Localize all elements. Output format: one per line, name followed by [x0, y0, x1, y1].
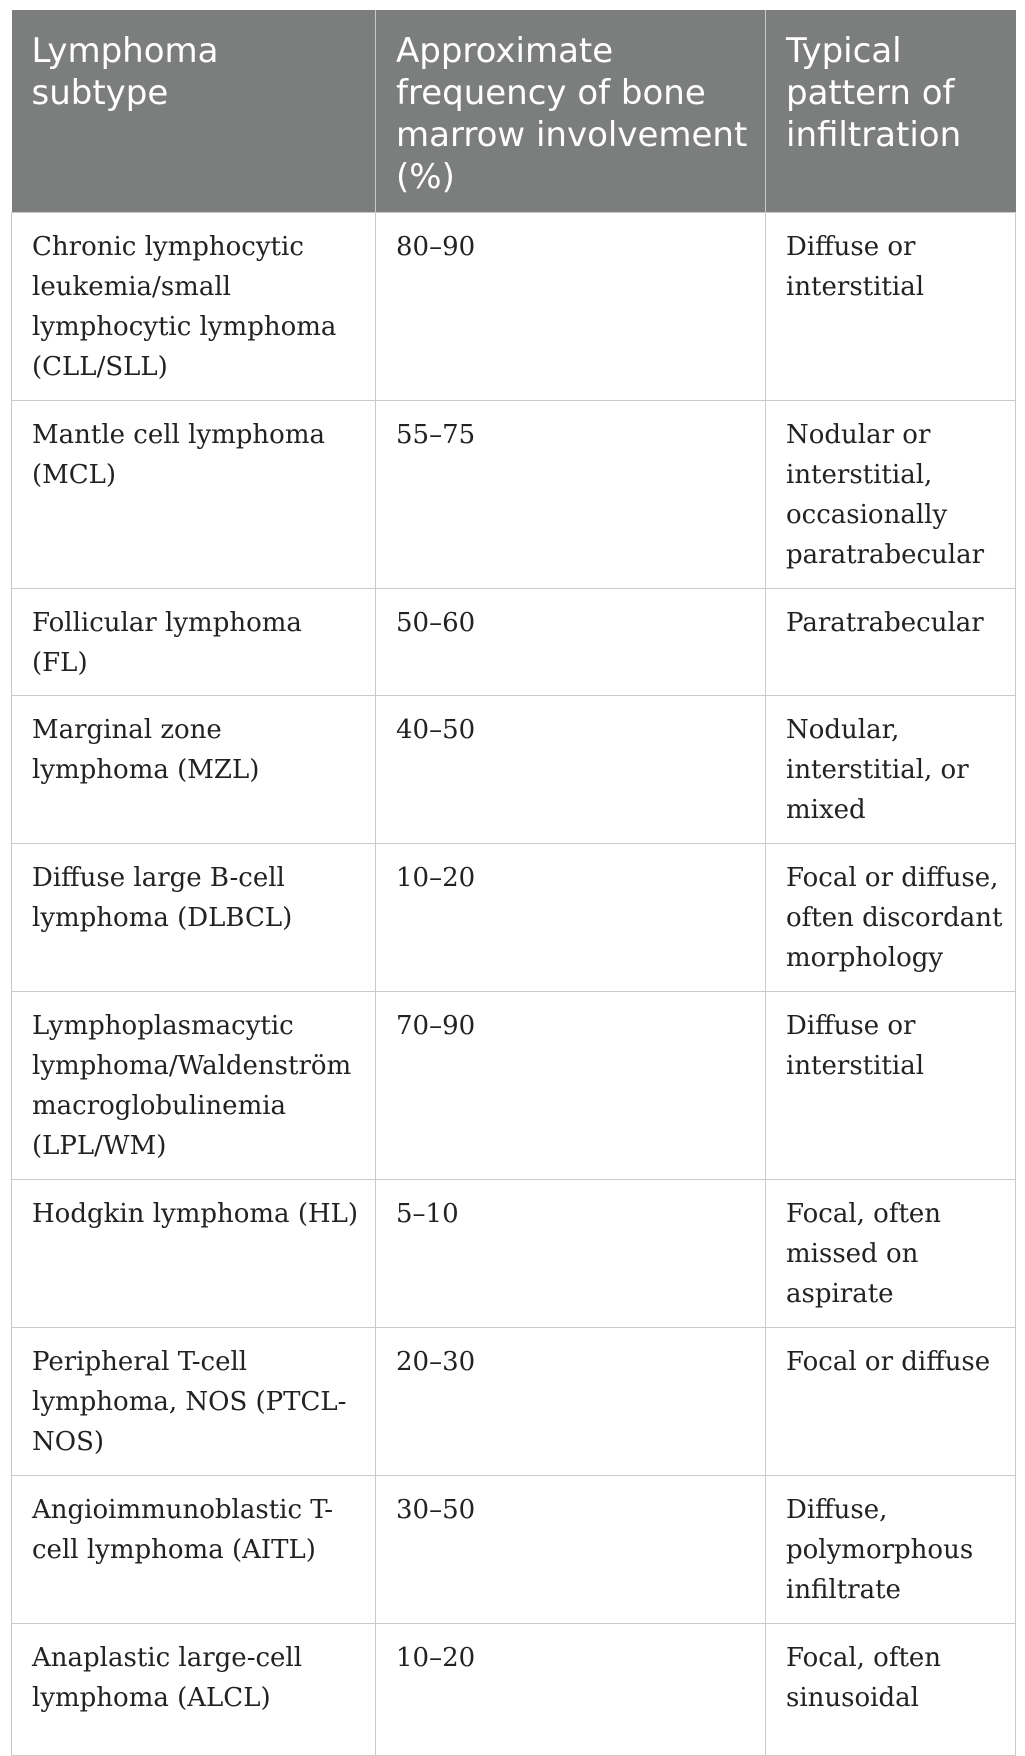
cell-pattern: Diffuse or interstitial — [766, 992, 1016, 1180]
table-row — [12, 992, 1016, 1180]
cell-subtype: Chronic lymphocytic leukemia/small lymphocytic lymphoma (CLL/SLL) — [12, 213, 376, 401]
table-row — [12, 1180, 1016, 1328]
header-pattern: Typical pattern of infiltration — [766, 10, 1016, 213]
cell-frequency: 10–20 — [376, 844, 766, 992]
cell-pattern: Paratrabecular — [766, 589, 1016, 696]
cell-pattern: Focal, often sinusoidal — [766, 1624, 1016, 1756]
cell-frequency: 50–60 — [376, 589, 766, 696]
cell-pattern: Diffuse or interstitial — [766, 213, 1016, 401]
cell-pattern: Nodular, interstitial, or mixed — [766, 696, 1016, 844]
table-row — [12, 401, 1016, 589]
cell-subtype: Follicular lymphoma (FL) — [12, 589, 376, 696]
cell-pattern: Focal or diffuse — [766, 1328, 1016, 1476]
cell-pattern: Focal, often missed on aspirate — [766, 1180, 1016, 1328]
table-row — [12, 1624, 1016, 1756]
cell-frequency: 30–50 — [376, 1476, 766, 1624]
cell-subtype: Marginal zone lymphoma (MZL) — [12, 696, 376, 844]
cell-frequency: 10–20 — [376, 1624, 766, 1756]
table-row — [12, 696, 1016, 844]
cell-frequency: 55–75 — [376, 401, 766, 589]
header-subtype: Lymphoma subtype — [12, 10, 376, 213]
cell-frequency: 5–10 — [376, 1180, 766, 1328]
cell-subtype: Angioimmunoblastic T-cell lymphoma (AITL) — [12, 1476, 376, 1624]
table-body — [12, 213, 1016, 1756]
cell-subtype: Anaplastic large-cell lymphoma (ALCL) — [12, 1624, 376, 1756]
cell-pattern: Focal or diffuse, often discordant morphology — [766, 844, 1016, 992]
cell-subtype: Peripheral T-cell lymphoma, NOS (PTCL-NOS) — [12, 1328, 376, 1476]
cell-frequency: 20–30 — [376, 1328, 766, 1476]
header-row — [12, 10, 1016, 213]
cell-subtype: Hodgkin lymphoma (HL) — [12, 1180, 376, 1328]
cell-frequency: 40–50 — [376, 696, 766, 844]
table-row — [12, 1328, 1016, 1476]
cell-subtype: Diffuse large B-cell lymphoma (DLBCL) — [12, 844, 376, 992]
table-row — [12, 213, 1016, 401]
cell-frequency: 80–90 — [376, 213, 766, 401]
cell-frequency: 70–90 — [376, 992, 766, 1180]
table-row — [12, 589, 1016, 696]
cell-subtype: Lymphoplasmacytic lymphoma/Waldenström macroglobulinemia (LPL/WM) — [12, 992, 376, 1180]
cell-pattern: Nodular or interstitial, occasionally paratrabecular — [766, 401, 1016, 589]
cell-pattern: Diffuse, polymorphous infiltrate — [766, 1476, 1016, 1624]
table-row — [12, 844, 1016, 992]
table-row — [12, 1476, 1016, 1624]
header-frequency: Approximate frequency of bone marrow involvement (%) — [376, 10, 766, 213]
table-header — [12, 10, 1016, 213]
cell-subtype: Mantle cell lymphoma (MCL) — [12, 401, 376, 589]
table-container — [11, 10, 1015, 1756]
lymphoma-bone-marrow-table — [11, 10, 1016, 1756]
